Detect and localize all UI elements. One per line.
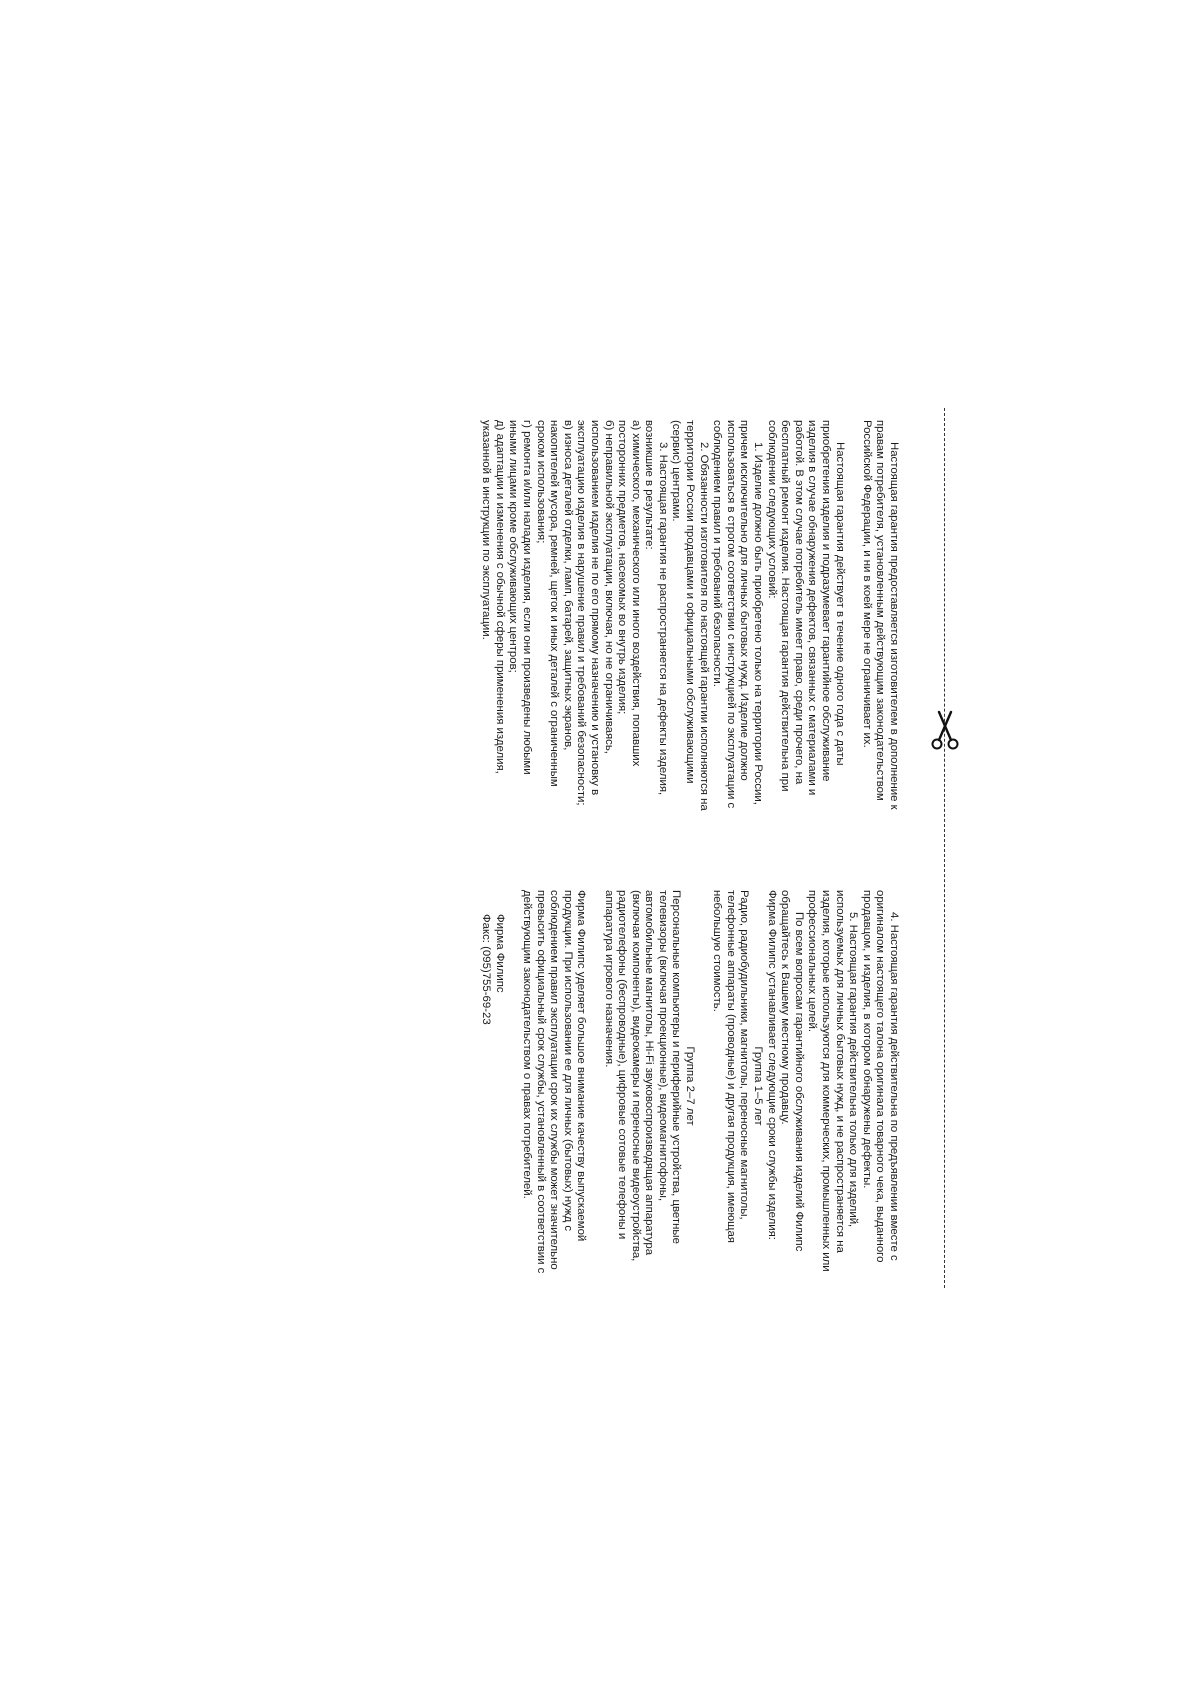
intro-paragraph: Настоящая гарантия предоставляется изготовителем в дополнение к правам потребителя, установленным действующим законодательством Российской Федерации, и ни в коей мере не ограничивает их. — [860, 420, 900, 810]
scissors-icon — [928, 708, 962, 752]
warranty-terms-column — [479, 420, 900, 812]
group-2-text: Персональные компьютеры и периферийные устройства, цветные телевизоры (включая проекционные), видеомагнитофоны, автомобильные магнитолы, Hi-Fi звуковоспроизводящая аппаратура (включая компоненты), видеокамеры и переносные видеоустройства, радиотелефоны (беспроводные), цифровые сотовые телефоны и аппаратура игрового назначения. — [602, 890, 683, 1262]
warranty-period-paragraph: Настоящая гарантия действует в течение одного года с даты приобретения изделия и подразумевает гарантийное обслуживание изделия в случае обнаружения дефектов, связанных с материалами и работой. В этом случае потребитель имеет право, среди прочего, на бесплатный ремонт изделия. Настоящая гарантия действительна при соблюдении следующих условий: — [765, 420, 846, 796]
exclusion-c: в) износа деталей отделки, ламп, батарей, защитных экранов, накопителей мусора, ремней, щеток и иных деталей с ограниченным сроком использования; — [534, 420, 574, 787]
exclusion-a: а) химического, механического или иного воздействия, попавших посторонних предметов, насекомых во внутрь изделия; — [616, 420, 642, 767]
quality-paragraph: Фирма Филипс уделяет большое внимание качеству выпускаемой продукции. При использовании ее для личных (бытовых) нужд с соблюдением правил эксплуатации срок их службы может значительно превысить официальный срок службы, установленный в соответствии с действующим законодательством о правах потребителей. — [520, 890, 588, 1274]
exclusion-b: б) неправильной эксплуатации, включая, но не ограничиваясь, использованием изделия не по его прямому назначению и установку в эксплуатацию изделия в нарушение правил и требований безопасности; — [575, 420, 615, 806]
condition-3: 3. Настоящая гарантия не распространяется на дефекты изделия, возникшие в результате: — [643, 420, 669, 796]
exclusion-d: г) ремонта и/или наладки изделия, если они произведены любыми иными лицами кроме обслуживающих центров; — [507, 420, 533, 775]
condition-4: 4. Настоящая гарантия действительна по предъявлении вместе с оригиналом настоящего талона оригинала товарного чека, выданного продавцом, и изделия, в котором обнаружены дефекты. — [860, 890, 900, 1263]
warranty-document — [340, 420, 900, 1300]
condition-2: 2. Обязанности изготовителя по настоящей гарантии исполняются на территории России продавцами и официальными обслуживающими (сервис) центрами. — [670, 420, 710, 811]
cut-line — [944, 408, 945, 1288]
group-2-title: Группа 2–7 лет — [684, 1046, 697, 1126]
contact-paragraph: По всем вопросам гарантийного обслуживания изделий Филипс обращайтесь к Вашему местному продавцу. — [779, 890, 805, 1252]
condition-1: 1. Изделие должно быть приобретено только на территории России, причем исключительно для личных бытовых нужд. Изделие должно использоваться в строгом соответствии с инструкцией по эксплуатации с соблюдением правил и требований безопасности. — [711, 420, 765, 809]
service-life-column — [479, 890, 900, 1282]
group-1-title: Группа 1–5 лет — [752, 1046, 765, 1126]
fax-number: Факс: (095)755-69-23 — [480, 914, 493, 1025]
group-1-text: Радио, радиобудильники, магнитолы, переносные магнитолы, телефонные аппараты (проводные) и другая продукция, имеющая небольшую стоимость. — [711, 890, 751, 1243]
condition-5: 5. Настоящая гарантия действительна только для изделий, используемых для личных бытовых нужд, и не распространяется на изделия, которые используются для коммерческих, промышленных или профессиональных целей. — [806, 890, 860, 1272]
company-name: Фирма Филипс — [493, 914, 506, 993]
exclusion-e: д) адаптации и изменения с обычной сферы применения изделия, указанной в инструкции по эксплуатации. — [480, 420, 506, 774]
service-life-intro: Фирма Филипс устанавливает следующие сроки службы изделия: — [765, 890, 778, 1240]
